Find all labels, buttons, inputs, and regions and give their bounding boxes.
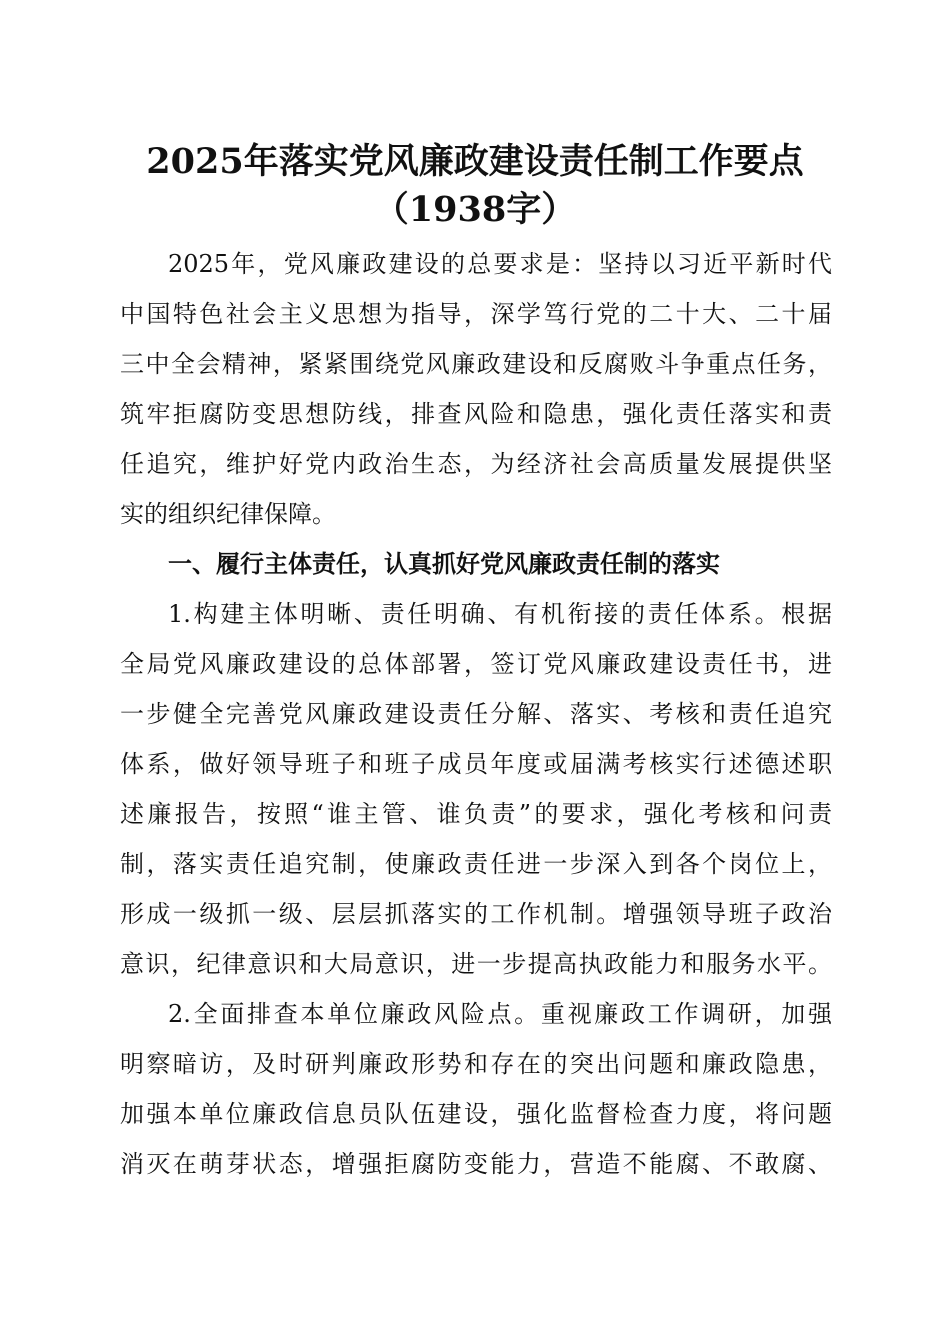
document-title: 2025年落实党风廉政建设责任制工作要点 xyxy=(146,141,804,182)
section-heading: 一、履行主体责任，认真抓好党风廉政责任制的落实 xyxy=(168,550,720,578)
item1-line: 述廉报告，按照“谁主管、谁负责”的要求，强化考核和问责 xyxy=(120,800,832,828)
intro-line: 实的组织纪律保障。 xyxy=(120,500,336,528)
intro-line: 三中全会精神，紧紧围绕党风廉政建设和反腐败斗争重点任务， xyxy=(120,350,832,378)
intro-line: 2025年，党风廉政建设的总要求是：坚持以习近平新时代 xyxy=(168,250,832,278)
item1-line: 形成一级抓一级、层层抓落实的工作机制。增强领导班子政治 xyxy=(120,900,832,928)
item1-line: 意识，纪律意识和大局意识，进一步提高执政能力和服务水平。 xyxy=(120,950,832,978)
item1-line: 全局党风廉政建设的总体部署，签订党风廉政建设责任书，进 xyxy=(120,650,832,678)
intro-line: 任追究，维护好党内政治生态，为经济社会高质量发展提供坚 xyxy=(120,450,832,478)
document-word-count: （1938字） xyxy=(373,189,577,230)
item2-line: 加强本单位廉政信息员队伍建设，强化监督检查力度，将问题 xyxy=(120,1100,832,1128)
item1-line: 1.构建主体明晰、责任明确、有机衔接的责任体系。根据 xyxy=(168,600,832,628)
intro-line: 中国特色社会主义思想为指导，深学笃行党的二十大、二十届 xyxy=(120,300,832,328)
item1-line: 体系，做好领导班子和班子成员年度或届满考核实行述德述职 xyxy=(120,750,832,778)
intro-line: 筑牢拒腐防变思想防线，排查风险和隐患，强化责任落实和责 xyxy=(120,400,832,428)
item2-line: 明察暗访，及时研判廉政形势和存在的突出问题和廉政隐患， xyxy=(120,1050,832,1078)
item1-line: 制，落实责任追究制，使廉政责任进一步深入到各个岗位上， xyxy=(120,850,832,878)
item1-line: 一步健全完善党风廉政建设责任分解、落实、考核和责任追究 xyxy=(120,700,832,728)
item2-line: 2.全面排查本单位廉政风险点。重视廉政工作调研，加强 xyxy=(168,1000,832,1028)
item2-line: 消灭在萌芽状态，增强拒腐防变能力，营造不能腐、不敢腐、 xyxy=(120,1150,832,1178)
